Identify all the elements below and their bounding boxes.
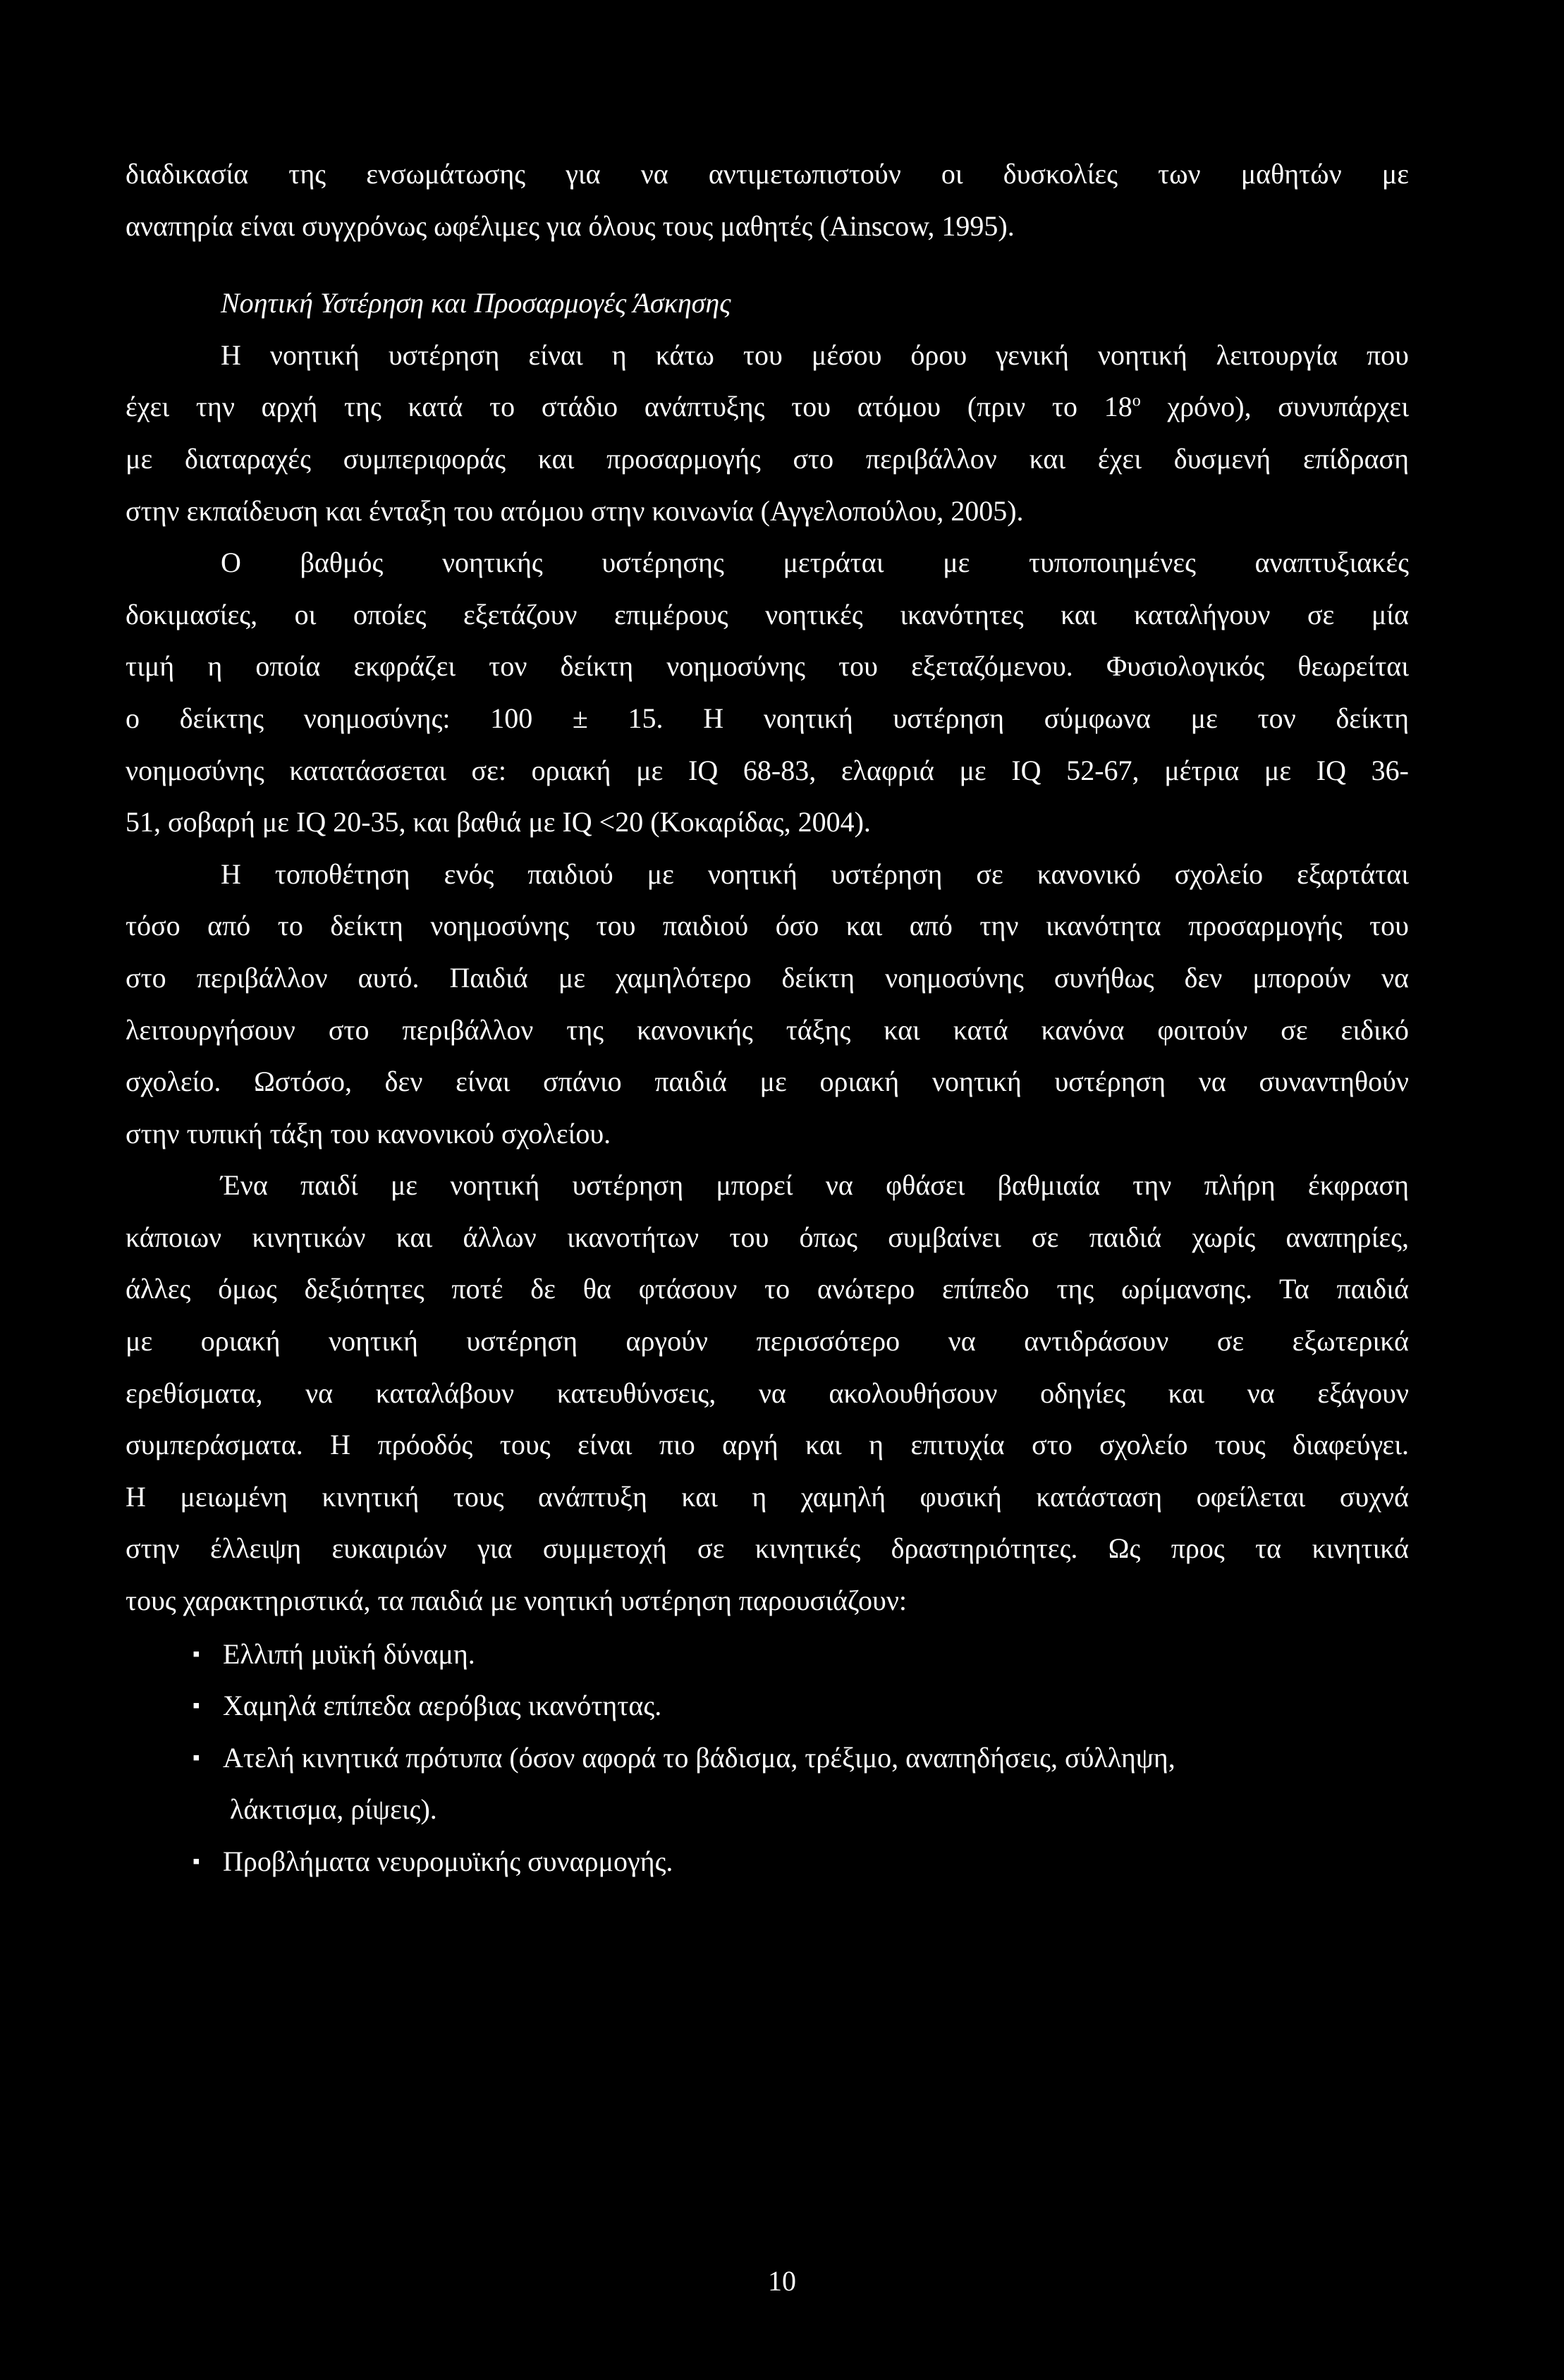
superscript: ο <box>1132 392 1141 411</box>
text-line <box>126 381 1409 433</box>
text-line: δοκιμασίες, οι οποίες εξετάζουν επιμέρους νοητικές ικανότητες και καταλήγουν σε μία <box>126 598 1409 630</box>
text-line: λειτουργήσουν στο περιβάλλον της κανονικής τάξης και κατά κανόνα φοιτούν σε ειδικό <box>126 1013 1409 1046</box>
text-line: νοημοσύνης κατατάσσεται σε: οριακή με IQ 68-83, ελαφριά με IQ 52-67, μέτρια με IQ 36- <box>126 754 1409 786</box>
list-item-continuation: λάκτισμα, ρίψεις). <box>230 1793 437 1826</box>
text-line: ο δείκτης νοημοσύνης: 100 ± 15. Η νοητική υστέρηση σύμφωνα με τον δείκτη <box>126 702 1409 734</box>
section-heading: Νοητική Υστέρηση και Προσαρμογές Άσκησης <box>221 287 731 319</box>
list-item-text: Προβλήματα νευρομυϊκής συναρμογής. <box>223 1845 673 1877</box>
list-item <box>126 1680 1409 1732</box>
text-line: τους χαρακτηριστικά, τα παιδιά με νοητική υστέρηση παρουσιάζουν: <box>126 1585 908 1617</box>
text-line: με διαταραχές συμπεριφοράς και προσαρμογής στο περιβάλλον και έχει δυσμενή επίδραση <box>126 442 1409 475</box>
paragraph-definition <box>126 329 1409 537</box>
text-line: Η νοητική υστέρηση είναι η κάτω του μέσου όρου γενική νοητική λειτουργία που <box>221 338 1409 371</box>
text-line: ερεθίσματα, να καταλάβουν κατευθύνσεις, να ακολουθήσουν οδηγίες και να εξάγουν <box>126 1377 1409 1409</box>
paragraph-school-placement <box>126 848 1409 1160</box>
text-line: με οριακή νοητική υστέρηση αργούν περισσότερο να αντιδράσουν σε εξωτερικά <box>126 1325 1409 1357</box>
page-number: 10 <box>768 2265 796 2297</box>
document-page <box>126 148 1409 1888</box>
text-line: κάποιων κινητικών και άλλων ικανοτήτων του όπως συμβαίνει σε παιδιά χωρίς αναπηρίες, <box>126 1221 1409 1253</box>
text-line: στην εκπαίδευση και ένταξη του ατόμου στην κοινωνία (Αγγελοπούλου, 2005). <box>126 494 1024 527</box>
text-line: τόσο από το δείκτη νοημοσύνης του παιδιού όσο και από την ικανότητα προσαρμογής του <box>126 910 1409 942</box>
text-line: Ο βαθμός νοητικής υστέρησης μετράται με τυποποιημένες αναπτυξιακές <box>221 547 1409 579</box>
text-line: διαδικασία της ενσωμάτωσης για να αντιμετωπιστούν οι δυσκολίες των μαθητών με <box>126 158 1409 190</box>
text-line: συμπεράσματα. Η πρόοδός τους είναι πιο αργή και η επιτυχία στο σχολείο τους διαφεύγει. <box>126 1429 1409 1461</box>
text-line: στην έλλειψη ευκαιριών για συμμετοχή σε κινητικές δραστηριότητες. Ως προς τα κινητικά <box>126 1532 1409 1565</box>
text-line: Η μειωμένη κινητική τους ανάπτυξη και η χαμηλή φυσική κατάσταση οφείλεται συχνά <box>126 1480 1409 1513</box>
text-line: αναπηρία είναι συγχρόνως ωφέλιμες για όλους τους μαθητές (Ainscow, 1995). <box>126 209 1015 242</box>
bullet-square-icon: ▪ <box>193 1694 200 1718</box>
text-line: στην τυπική τάξη του κανονικού σχολείου. <box>126 1117 611 1149</box>
text-line: άλλες όμως δεξιότητες ποτέ δε θα φτάσουν το ανώτερο επίπεδο της ωρίμανσης. Τα παιδιά <box>126 1273 1409 1305</box>
list-item <box>126 1836 1409 1888</box>
intro-paragraph <box>126 148 1409 252</box>
text-line: τιμή η οποία εκφράζει τον δείκτη νοημοσύνης του εξεταζόμενου. Φυσιολογικός θεωρείται <box>126 650 1409 683</box>
text-line: στο περιβάλλον αυτό. Παιδιά με χαμηλότερο δείκτη νοημοσύνης συνήθως δεν μπορούν να <box>126 961 1409 994</box>
text-span: χρόνο), συνυπάρχει <box>1140 391 1409 423</box>
text-span: έχει την αρχή της κατά το στάδιο ανάπτυξης του ατόμου (πριν το 18 <box>126 391 1132 423</box>
text-line: Η τοποθέτηση ενός παιδιού με νοητική υστέρηση σε κανονικό σχολείο εξαρτάται <box>221 858 1409 890</box>
list-item-text: Ελλιπή μυϊκή δύναμη. <box>223 1637 475 1670</box>
paragraph-motor-development <box>126 1159 1409 1626</box>
paragraph-iq-classification <box>126 537 1409 848</box>
bullet-square-icon: ▪ <box>193 1642 200 1666</box>
list-item <box>126 1628 1409 1680</box>
bullet-square-icon: ▪ <box>193 1850 200 1873</box>
text-line: 51, σοβαρή με IQ 20-35, και βαθιά με IQ <20 (Κοκαρίδας, 2004). <box>126 806 871 838</box>
bullet-square-icon: ▪ <box>193 1745 200 1769</box>
list-item <box>126 1732 1409 1784</box>
list-item-text: Ατελή κινητικά πρότυπα (όσον αφορά το βάδισμα, τρέξιμο, αναπηδήσεις, σύλληψη, <box>223 1741 1175 1774</box>
motor-characteristics-list <box>126 1628 1409 1888</box>
text-line: σχολείο. Ωστόσο, δεν είναι σπάνιο παιδιά με οριακή νοητική υστέρηση να συναντηθούν <box>126 1066 1409 1098</box>
text-line: Ένα παιδί με νοητική υστέρηση μπορεί να φθάσει βαθμιαία την πλήρη έκφραση <box>221 1169 1409 1202</box>
list-item-text: Χαμηλά επίπεδα αερόβιας ικανότητας. <box>223 1690 662 1722</box>
